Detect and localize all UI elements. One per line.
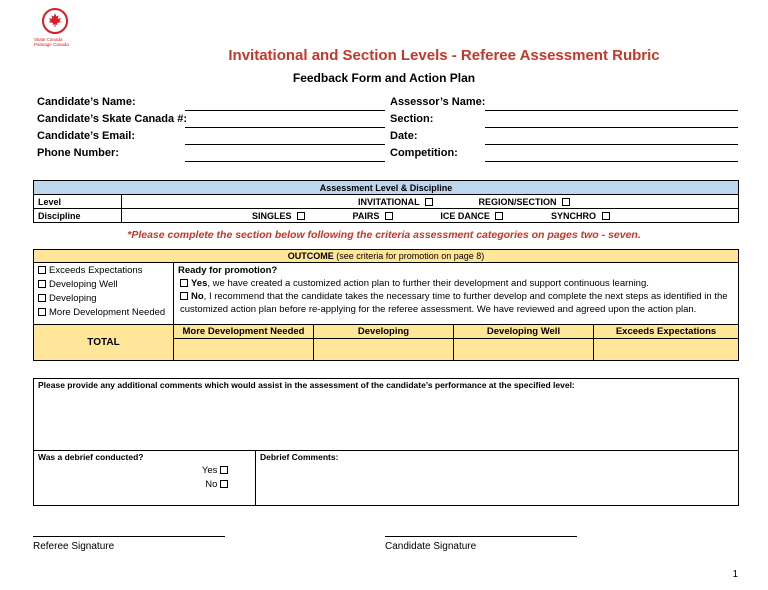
debrief-comments-box[interactable] <box>256 451 739 506</box>
maple-leaf-icon <box>47 12 63 28</box>
promotion-yes-checkbox[interactable] <box>180 279 188 287</box>
referee-signature-label: Referee Signature <box>33 541 115 552</box>
assessor-info-labels <box>390 94 485 162</box>
assessment-level-table <box>33 180 739 223</box>
assessment-header: Assessment Level & Discipline <box>34 181 739 195</box>
col-exceeds: Exceeds Expectations <box>594 325 739 339</box>
col-developing-well: Developing Well <box>454 325 594 339</box>
section-field[interactable] <box>485 127 738 128</box>
debrief-no-checkbox[interactable] <box>220 480 228 488</box>
referee-signature-line[interactable] <box>33 536 225 537</box>
col-developing: Developing <box>314 325 454 339</box>
promotion-no-checkbox[interactable] <box>180 292 188 300</box>
outcome-header-title: OUTCOME <box>287 251 334 261</box>
candidate-info-labels <box>37 94 187 162</box>
option-more-development-checkbox[interactable] <box>38 308 46 316</box>
promotion-no: No, I recommend that the candidate takes the necessary time to further develop and complete the next steps as identified in the customized action plan before re-applying for the referee assessment. We have reviewed and agreed upon the action plan. <box>180 291 728 315</box>
outcome-header-note: (see criteria for promotion on page 8) <box>336 251 485 261</box>
discipline-pairs-checkbox[interactable] <box>385 212 393 220</box>
outcome-header <box>34 250 739 263</box>
candidate-number-field[interactable] <box>185 127 385 128</box>
candidate-email-label: Candidate’s Email: <box>37 130 136 142</box>
outcome-table <box>33 249 739 361</box>
outcome-options <box>34 263 174 325</box>
debrief-question: Was a debrief conducted? <box>34 451 176 506</box>
logo-text <box>34 37 78 47</box>
section-label: Section: <box>390 113 434 125</box>
candidate-name-field[interactable] <box>185 110 385 111</box>
total-exceeds-cell[interactable] <box>594 339 739 361</box>
option-developing-well-checkbox[interactable] <box>38 280 46 288</box>
debrief-yes[interactable]: Yes <box>180 464 232 478</box>
debrief-no[interactable]: No <box>180 478 232 492</box>
discipline-synchro-checkbox[interactable] <box>602 212 610 220</box>
option-exceeds[interactable]: Exceeds Expectations <box>38 264 169 278</box>
competition-label: Competition: <box>390 147 458 159</box>
level-label: Level <box>34 195 122 209</box>
total-developing-cell[interactable] <box>314 339 454 361</box>
option-developing-checkbox[interactable] <box>38 294 46 302</box>
assessor-name-label: Assessor’s Name: <box>390 96 486 108</box>
level-options <box>122 195 739 209</box>
option-exceeds-checkbox[interactable] <box>38 266 46 274</box>
col-more-development: More Development Needed <box>174 325 314 339</box>
option-more-development[interactable]: More Development Needed <box>38 306 169 320</box>
level-region-label: REGION/SECTION <box>478 196 557 207</box>
page-subtitle: Feedback Form and Action Plan <box>292 71 476 85</box>
discipline-synchro-label: SYNCHRO <box>550 210 596 221</box>
additional-comments-box[interactable] <box>34 379 739 451</box>
candidate-signature-line[interactable] <box>385 536 577 537</box>
discipline-options <box>122 209 739 223</box>
logo-line-2: Patinage Canada <box>34 42 69 47</box>
discipline-icedance-label: ICE DANCE <box>440 210 490 221</box>
candidate-phone-label: Phone Number: <box>37 147 119 159</box>
page-number: 1 <box>732 569 738 580</box>
discipline-singles-label: SINGLES <box>252 210 292 221</box>
promotion-yes: Yes, we have created a customized action plan to further their development and support continuous learning. <box>178 277 734 290</box>
level-invitational-label: INVITATIONAL <box>358 196 420 207</box>
assessor-name-field[interactable] <box>485 110 738 111</box>
additional-comments-label: Please provide any additional comments which would assist in the assessment of the candidate’s performance at the specified level: <box>38 380 575 390</box>
comments-table <box>33 378 739 506</box>
promotion-question: Ready for promotion? <box>178 265 278 276</box>
discipline-label: Discipline <box>34 209 122 223</box>
instruction-note: *Please complete the section below following the criteria assessment categories on pages two - seven. <box>127 229 641 241</box>
total-developing-well-cell[interactable] <box>454 339 594 361</box>
discipline-pairs-label: PAIRS <box>352 210 380 221</box>
debrief-options <box>176 451 256 506</box>
candidate-phone-field[interactable] <box>185 161 385 162</box>
option-developing-well[interactable]: Developing Well <box>38 278 169 292</box>
candidate-signature-label: Candidate Signature <box>385 541 477 552</box>
discipline-icedance-checkbox[interactable] <box>495 212 503 220</box>
level-invitational-checkbox[interactable] <box>425 198 433 206</box>
candidate-name-label: Candidate’s Name: <box>37 96 136 108</box>
debrief-comments-label: Debrief Comments: <box>260 452 339 462</box>
debrief-yes-checkbox[interactable] <box>220 466 228 474</box>
date-field[interactable] <box>485 144 738 145</box>
logo-line-1: Skate Canada <box>34 37 63 42</box>
total-more-development-cell[interactable] <box>174 339 314 361</box>
option-developing[interactable]: Developing <box>38 292 169 306</box>
date-label: Date: <box>390 130 418 142</box>
candidate-email-field[interactable] <box>185 144 385 145</box>
discipline-singles-checkbox[interactable] <box>297 212 305 220</box>
promotion-section <box>174 263 739 325</box>
competition-field[interactable] <box>485 161 738 162</box>
level-region-checkbox[interactable] <box>562 198 570 206</box>
total-label: TOTAL <box>34 325 174 361</box>
candidate-number-label: Candidate’s Skate Canada #: <box>37 113 187 125</box>
page-title: Invitational and Section Levels - Referee Assessment Rubric <box>228 47 660 64</box>
